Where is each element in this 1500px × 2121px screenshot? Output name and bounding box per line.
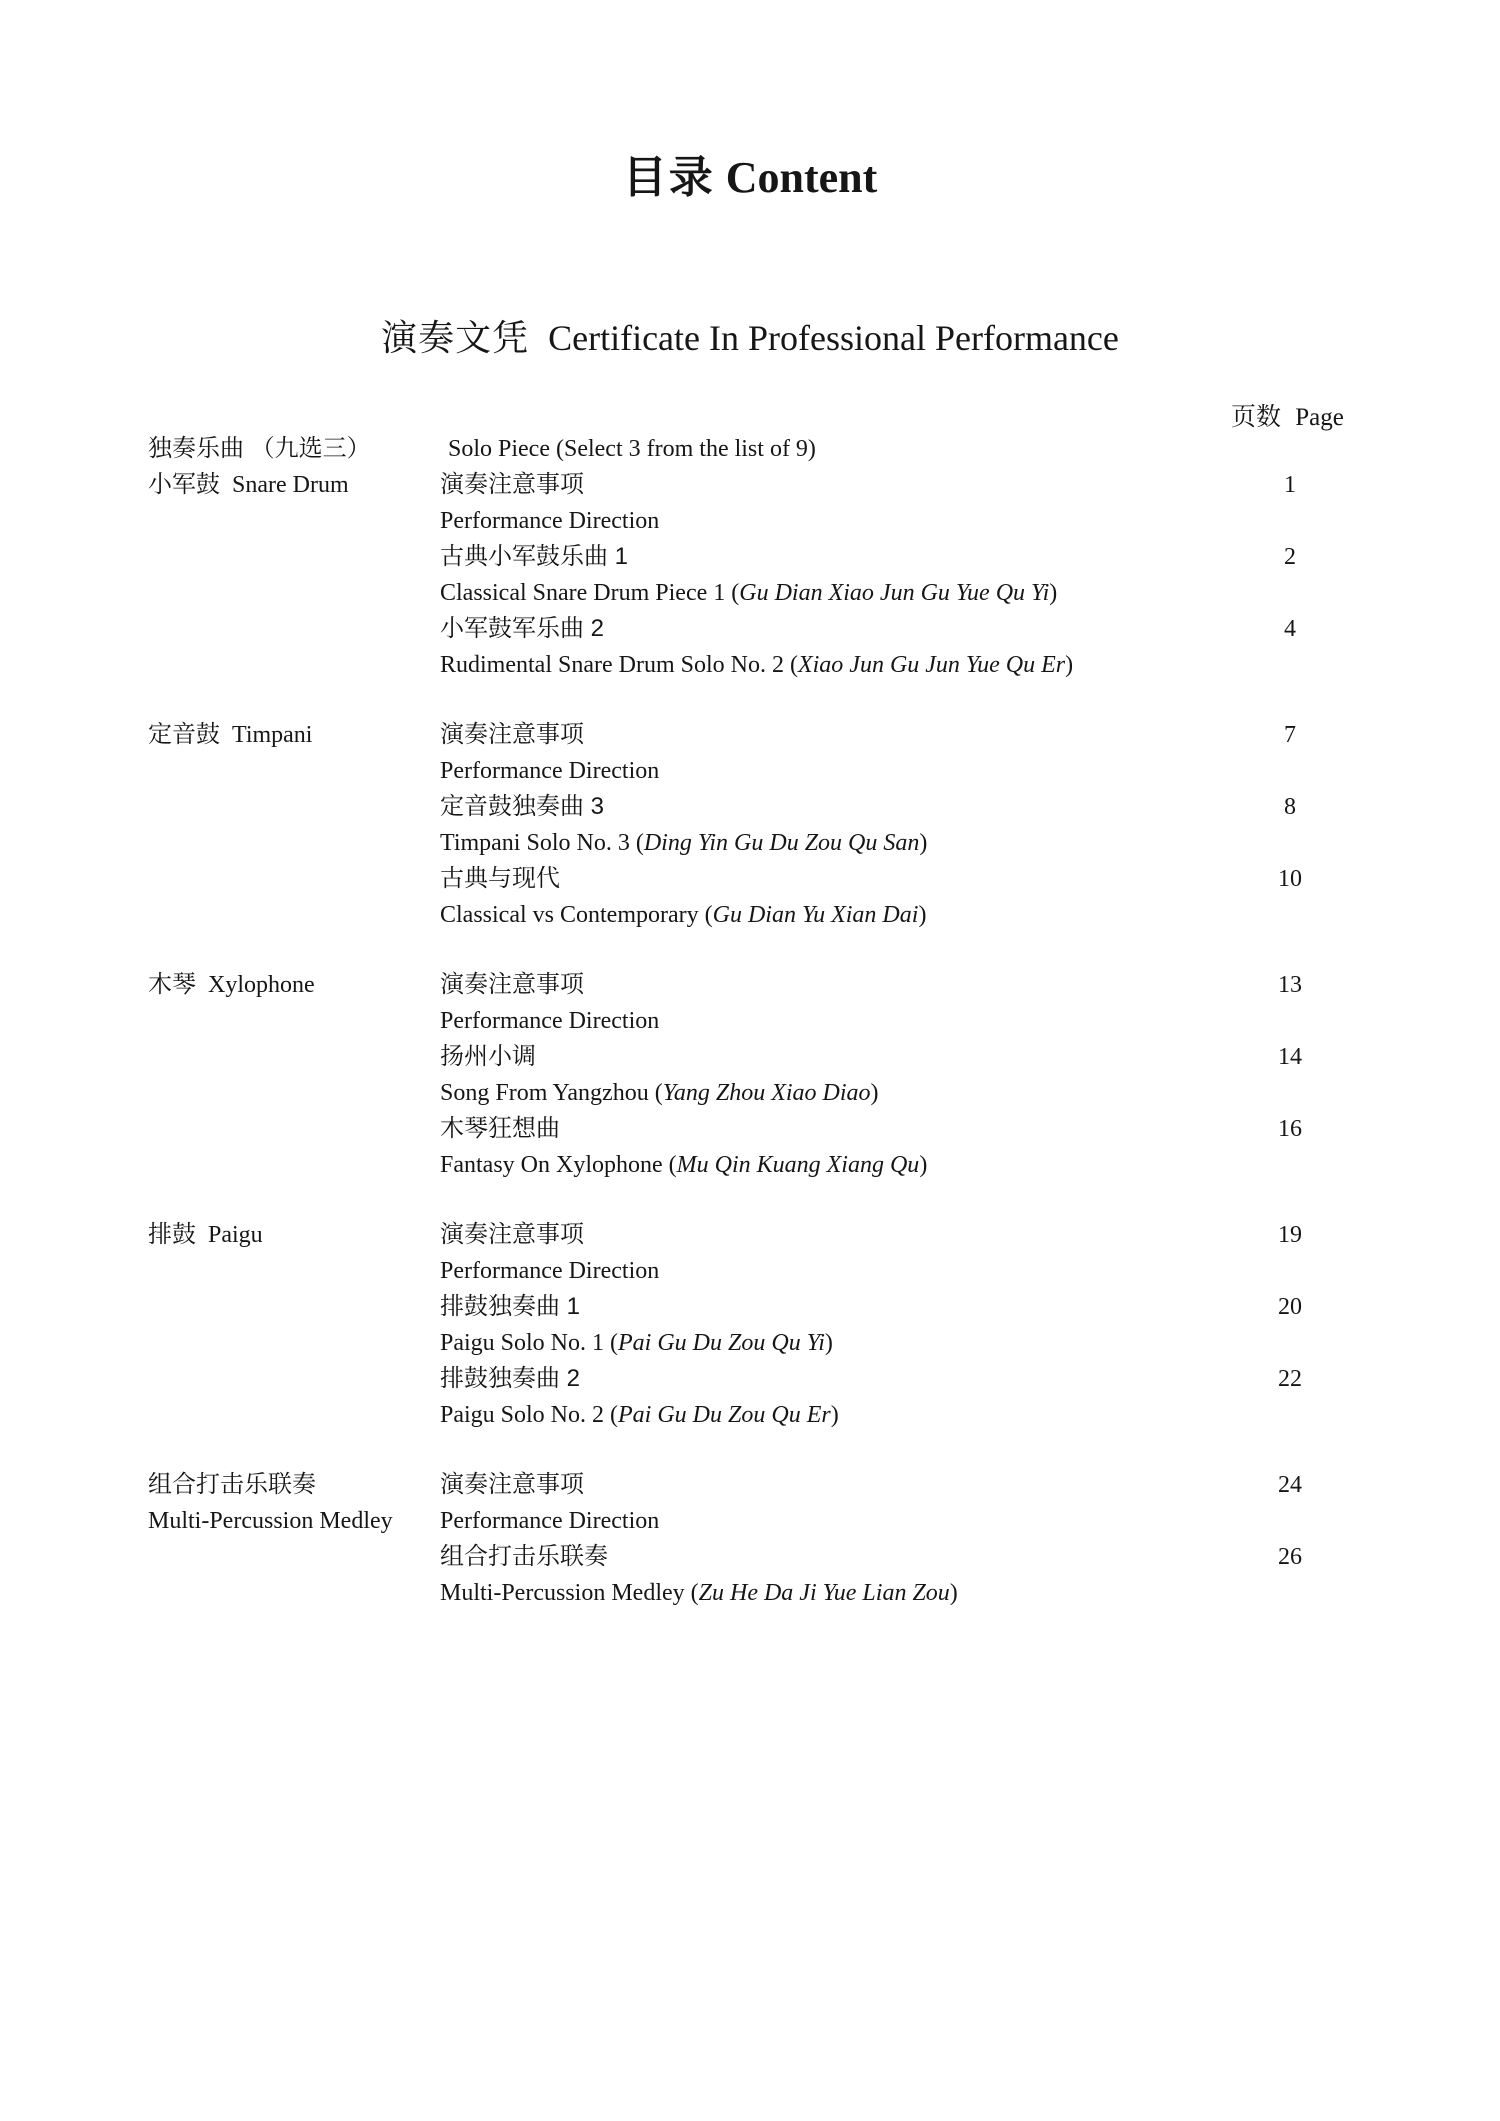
category-zh-label: 排鼓 — [148, 1221, 196, 1248]
piece-pinyin: Pai Gu Du Zou Qu Er — [618, 1402, 831, 1428]
title-cell — [440, 717, 1255, 756]
title-cell — [440, 1503, 1255, 1542]
title-cell — [440, 861, 1255, 900]
page-number — [1255, 431, 1325, 470]
piece-title-en-close: ) — [870, 1080, 879, 1106]
category-zh-label: 独奏乐曲 （九选三） — [148, 435, 371, 462]
section-heading — [0, 317, 1500, 359]
category-zh-label: 组合打击乐联奏 — [148, 1471, 316, 1498]
category-cell — [148, 1397, 440, 1436]
page-number: 14 — [1278, 1044, 1302, 1070]
page-number: 2 — [1284, 544, 1296, 570]
piece-pinyin: Mu Qin Kuang Xiang Qu — [676, 1152, 920, 1178]
page-title-zh: 目录 — [622, 153, 715, 202]
category-cell — [148, 1467, 440, 1506]
piece-title-zh: 演奏注意事项 — [440, 971, 584, 998]
category-cell — [148, 1039, 440, 1078]
category-cell — [148, 647, 440, 686]
toc-line — [148, 1147, 1388, 1183]
title-cell — [440, 753, 1255, 792]
section-heading-zh: 演奏文凭 — [381, 317, 530, 358]
toc-line — [148, 1289, 1388, 1325]
category-cell — [148, 539, 440, 578]
page-number: 16 — [1278, 1116, 1302, 1142]
piece-title-zh: 组合打击乐联奏 — [440, 1543, 608, 1570]
piece-pinyin: Gu Dian Xiao Jun Gu Yue Qu Yi — [739, 580, 1050, 606]
page-number: 1 — [1284, 472, 1296, 498]
category-en-label: Multi-Percussion Medley — [148, 1508, 393, 1534]
piece-title-en: Performance Direction — [440, 508, 660, 534]
toc-line — [148, 539, 1388, 575]
piece-pinyin: Gu Dian Yu Xian Dai — [712, 902, 919, 928]
page-number: 13 — [1278, 972, 1302, 998]
piece-title-zh: 扬州小调 — [440, 1043, 536, 1070]
category-cell — [148, 1217, 440, 1256]
category-cell — [148, 1503, 440, 1542]
section-heading-en: Certificate In Professional Performance — [548, 318, 1119, 358]
toc-line — [148, 467, 1388, 503]
piece-title-en-close: ) — [918, 902, 927, 928]
piece-title-en: Fantasy On Xylophone ( — [440, 1152, 677, 1178]
piece-title-en-close: ) — [830, 1402, 839, 1428]
toc-line — [148, 575, 1388, 611]
piece-title-en-close: ) — [824, 1330, 833, 1356]
title-cell — [440, 1003, 1255, 1042]
piece-title-en-close: ) — [1049, 580, 1058, 606]
toc-line — [148, 1217, 1388, 1253]
category-zh-label: 定音鼓 — [148, 721, 220, 748]
category-cell — [148, 717, 440, 756]
title-cell — [440, 1217, 1255, 1256]
page-number — [1255, 503, 1325, 542]
category-cell — [148, 1575, 440, 1614]
page-number: 26 — [1278, 1544, 1302, 1570]
toc-section — [148, 967, 1388, 1183]
title-cell — [440, 967, 1255, 1006]
piece-title-en: Song From Yangzhou ( — [440, 1080, 663, 1106]
category-en-label: Xylophone — [208, 972, 315, 998]
page-number — [1255, 825, 1325, 864]
toc-section — [148, 717, 1388, 933]
page-number: 7 — [1284, 722, 1296, 748]
piece-title-en: Classical Snare Drum Piece 1 ( — [440, 580, 740, 606]
category-cell — [148, 967, 440, 1006]
toc-line — [148, 1325, 1388, 1361]
piece-pinyin: Xiao Jun Gu Jun Yue Qu Er — [797, 652, 1066, 678]
title-cell — [440, 1361, 1255, 1400]
piece-title-en: Performance Direction — [440, 758, 660, 784]
piece-title-zh: 古典与现代 — [440, 865, 560, 892]
category-zh-label: 木琴 — [148, 971, 196, 998]
title-cell — [440, 825, 1255, 864]
title-cell — [440, 1075, 1255, 1114]
toc-line — [148, 825, 1388, 861]
category-cell — [148, 897, 440, 936]
toc-line — [148, 1003, 1388, 1039]
toc-line — [148, 1361, 1388, 1397]
toc-section — [148, 467, 1388, 683]
category-cell — [148, 1253, 440, 1292]
category-cell — [148, 1111, 440, 1150]
title-cell — [440, 897, 1255, 936]
category-cell — [148, 861, 440, 900]
piece-pinyin: Pai Gu Du Zou Qu Yi — [618, 1330, 825, 1356]
toc-line — [148, 717, 1388, 753]
title-cell — [440, 1039, 1255, 1078]
toc-line — [148, 967, 1388, 1003]
page-number: 8 — [1284, 794, 1296, 820]
piece-title-en: Classical vs Contemporary ( — [440, 902, 713, 928]
page-number — [1255, 575, 1325, 614]
toc-line — [148, 1111, 1388, 1147]
page-column-header-zh: 页数 — [1231, 403, 1282, 431]
title-cell — [440, 789, 1255, 828]
piece-title-en: Performance Direction — [440, 1258, 660, 1284]
page-title-en: Content — [725, 153, 878, 202]
category-cell — [148, 1289, 440, 1328]
piece-title-en: Rudimental Snare Drum Solo No. 2 ( — [440, 652, 798, 678]
toc-line — [148, 1075, 1388, 1111]
page-number — [1255, 1397, 1325, 1436]
piece-title-en: Paigu Solo No. 1 ( — [440, 1330, 619, 1356]
piece-title-zh: 演奏注意事项 — [440, 1221, 584, 1248]
page-number — [1255, 1147, 1325, 1186]
toc-line — [148, 1253, 1388, 1289]
piece-title-zh: 排鼓独奏曲 2 — [440, 1365, 581, 1392]
category-cell — [148, 1075, 440, 1114]
piece-title-zh: 排鼓独奏曲 1 — [440, 1293, 581, 1320]
piece-title-zh: 小军鼓军乐曲 2 — [440, 615, 605, 642]
title-cell — [440, 503, 1255, 542]
category-cell — [148, 467, 440, 506]
page-number — [1255, 1325, 1325, 1364]
page-number: 4 — [1284, 616, 1296, 642]
piece-title-en: Paigu Solo No. 2 ( — [440, 1402, 619, 1428]
page-number: 20 — [1278, 1294, 1302, 1320]
page-number — [1255, 897, 1325, 936]
title-cell — [440, 1575, 1255, 1614]
page-title — [0, 153, 1500, 203]
page-number — [1255, 647, 1325, 686]
page-number: 19 — [1278, 1222, 1302, 1248]
piece-title-en-close: ) — [1065, 652, 1074, 678]
page-number: 22 — [1278, 1366, 1302, 1392]
title-cell — [440, 1147, 1255, 1186]
piece-title-zh: 木琴狂想曲 — [440, 1115, 560, 1142]
category-cell — [148, 753, 440, 792]
title-cell — [440, 611, 1255, 650]
piece-title-en-close: ) — [949, 1580, 958, 1606]
piece-title-en: Multi-Percussion Medley ( — [440, 1580, 699, 1606]
piece-title-en: Performance Direction — [440, 1508, 660, 1534]
category-cell — [148, 825, 440, 864]
page-number — [1255, 1003, 1325, 1042]
category-cell — [148, 789, 440, 828]
toc-line — [148, 647, 1388, 683]
title-cell — [440, 1111, 1255, 1150]
title-cell — [440, 1397, 1255, 1436]
title-cell — [440, 1253, 1255, 1292]
category-en-label: Snare Drum — [232, 472, 349, 498]
page-column-header-en: Page — [1295, 404, 1344, 431]
title-cell — [440, 431, 1255, 470]
title-cell — [440, 1539, 1255, 1578]
toc-line — [148, 861, 1388, 897]
category-cell — [148, 611, 440, 650]
piece-pinyin: Zu He Da Ji Yue Lian Zou — [698, 1580, 950, 1606]
piece-title-zh: 演奏注意事项 — [440, 721, 584, 748]
category-cell — [148, 1147, 440, 1186]
category-cell — [148, 503, 440, 542]
category-cell — [148, 1325, 440, 1364]
title-cell — [440, 539, 1255, 578]
piece-title-en-close: ) — [919, 1152, 928, 1178]
piece-pinyin: Ding Yin Gu Du Zou Qu San — [643, 830, 920, 856]
toc-line — [148, 1467, 1388, 1503]
title-cell — [440, 575, 1255, 614]
toc-line — [148, 1539, 1388, 1575]
piece-title-zh: 定音鼓独奏曲 3 — [440, 793, 605, 820]
category-cell — [148, 1361, 440, 1400]
piece-title-zh: 演奏注意事项 — [440, 1471, 584, 1498]
toc-section — [148, 1467, 1388, 1611]
title-cell — [440, 1289, 1255, 1328]
category-en-label: Timpani — [232, 722, 313, 748]
toc-line — [148, 503, 1388, 539]
piece-title-zh: 古典小军鼓乐曲 1 — [440, 543, 629, 570]
title-cell — [440, 647, 1255, 686]
title-cell — [440, 1325, 1255, 1364]
category-zh-label: 小军鼓 — [148, 471, 220, 498]
page-number: 24 — [1278, 1472, 1302, 1498]
title-cell — [440, 467, 1255, 506]
category-cell — [148, 1539, 440, 1578]
page-number — [1255, 1503, 1325, 1542]
piece-title-zh: 演奏注意事项 — [440, 471, 584, 498]
page-number — [1255, 1075, 1325, 1114]
category-cell — [148, 575, 440, 614]
page-column-header — [1231, 401, 1344, 434]
page-number — [1255, 753, 1325, 792]
intro-title-en: Solo Piece (Select 3 from the list of 9) — [448, 436, 816, 462]
category-cell — [148, 431, 440, 470]
category-en-label: Paigu — [208, 1222, 263, 1248]
toc-line — [148, 431, 1388, 467]
piece-title-en: Performance Direction — [440, 1008, 660, 1034]
toc-section — [148, 1217, 1388, 1433]
table-of-contents — [148, 431, 1388, 1611]
toc-line — [148, 611, 1388, 647]
toc-line — [148, 1397, 1388, 1433]
toc-line — [148, 1039, 1388, 1075]
toc-line — [148, 1575, 1388, 1611]
toc-line — [148, 1503, 1388, 1539]
page-number: 10 — [1278, 866, 1302, 892]
toc-line — [148, 753, 1388, 789]
page-number — [1255, 1253, 1325, 1292]
toc-line — [148, 789, 1388, 825]
piece-pinyin: Yang Zhou Xiao Diao — [662, 1080, 871, 1106]
piece-title-en: Timpani Solo No. 3 ( — [440, 830, 644, 856]
title-cell — [440, 1467, 1255, 1506]
category-cell — [148, 1003, 440, 1042]
piece-title-en-close: ) — [919, 830, 928, 856]
page-number — [1255, 1575, 1325, 1614]
toc-line — [148, 897, 1388, 933]
